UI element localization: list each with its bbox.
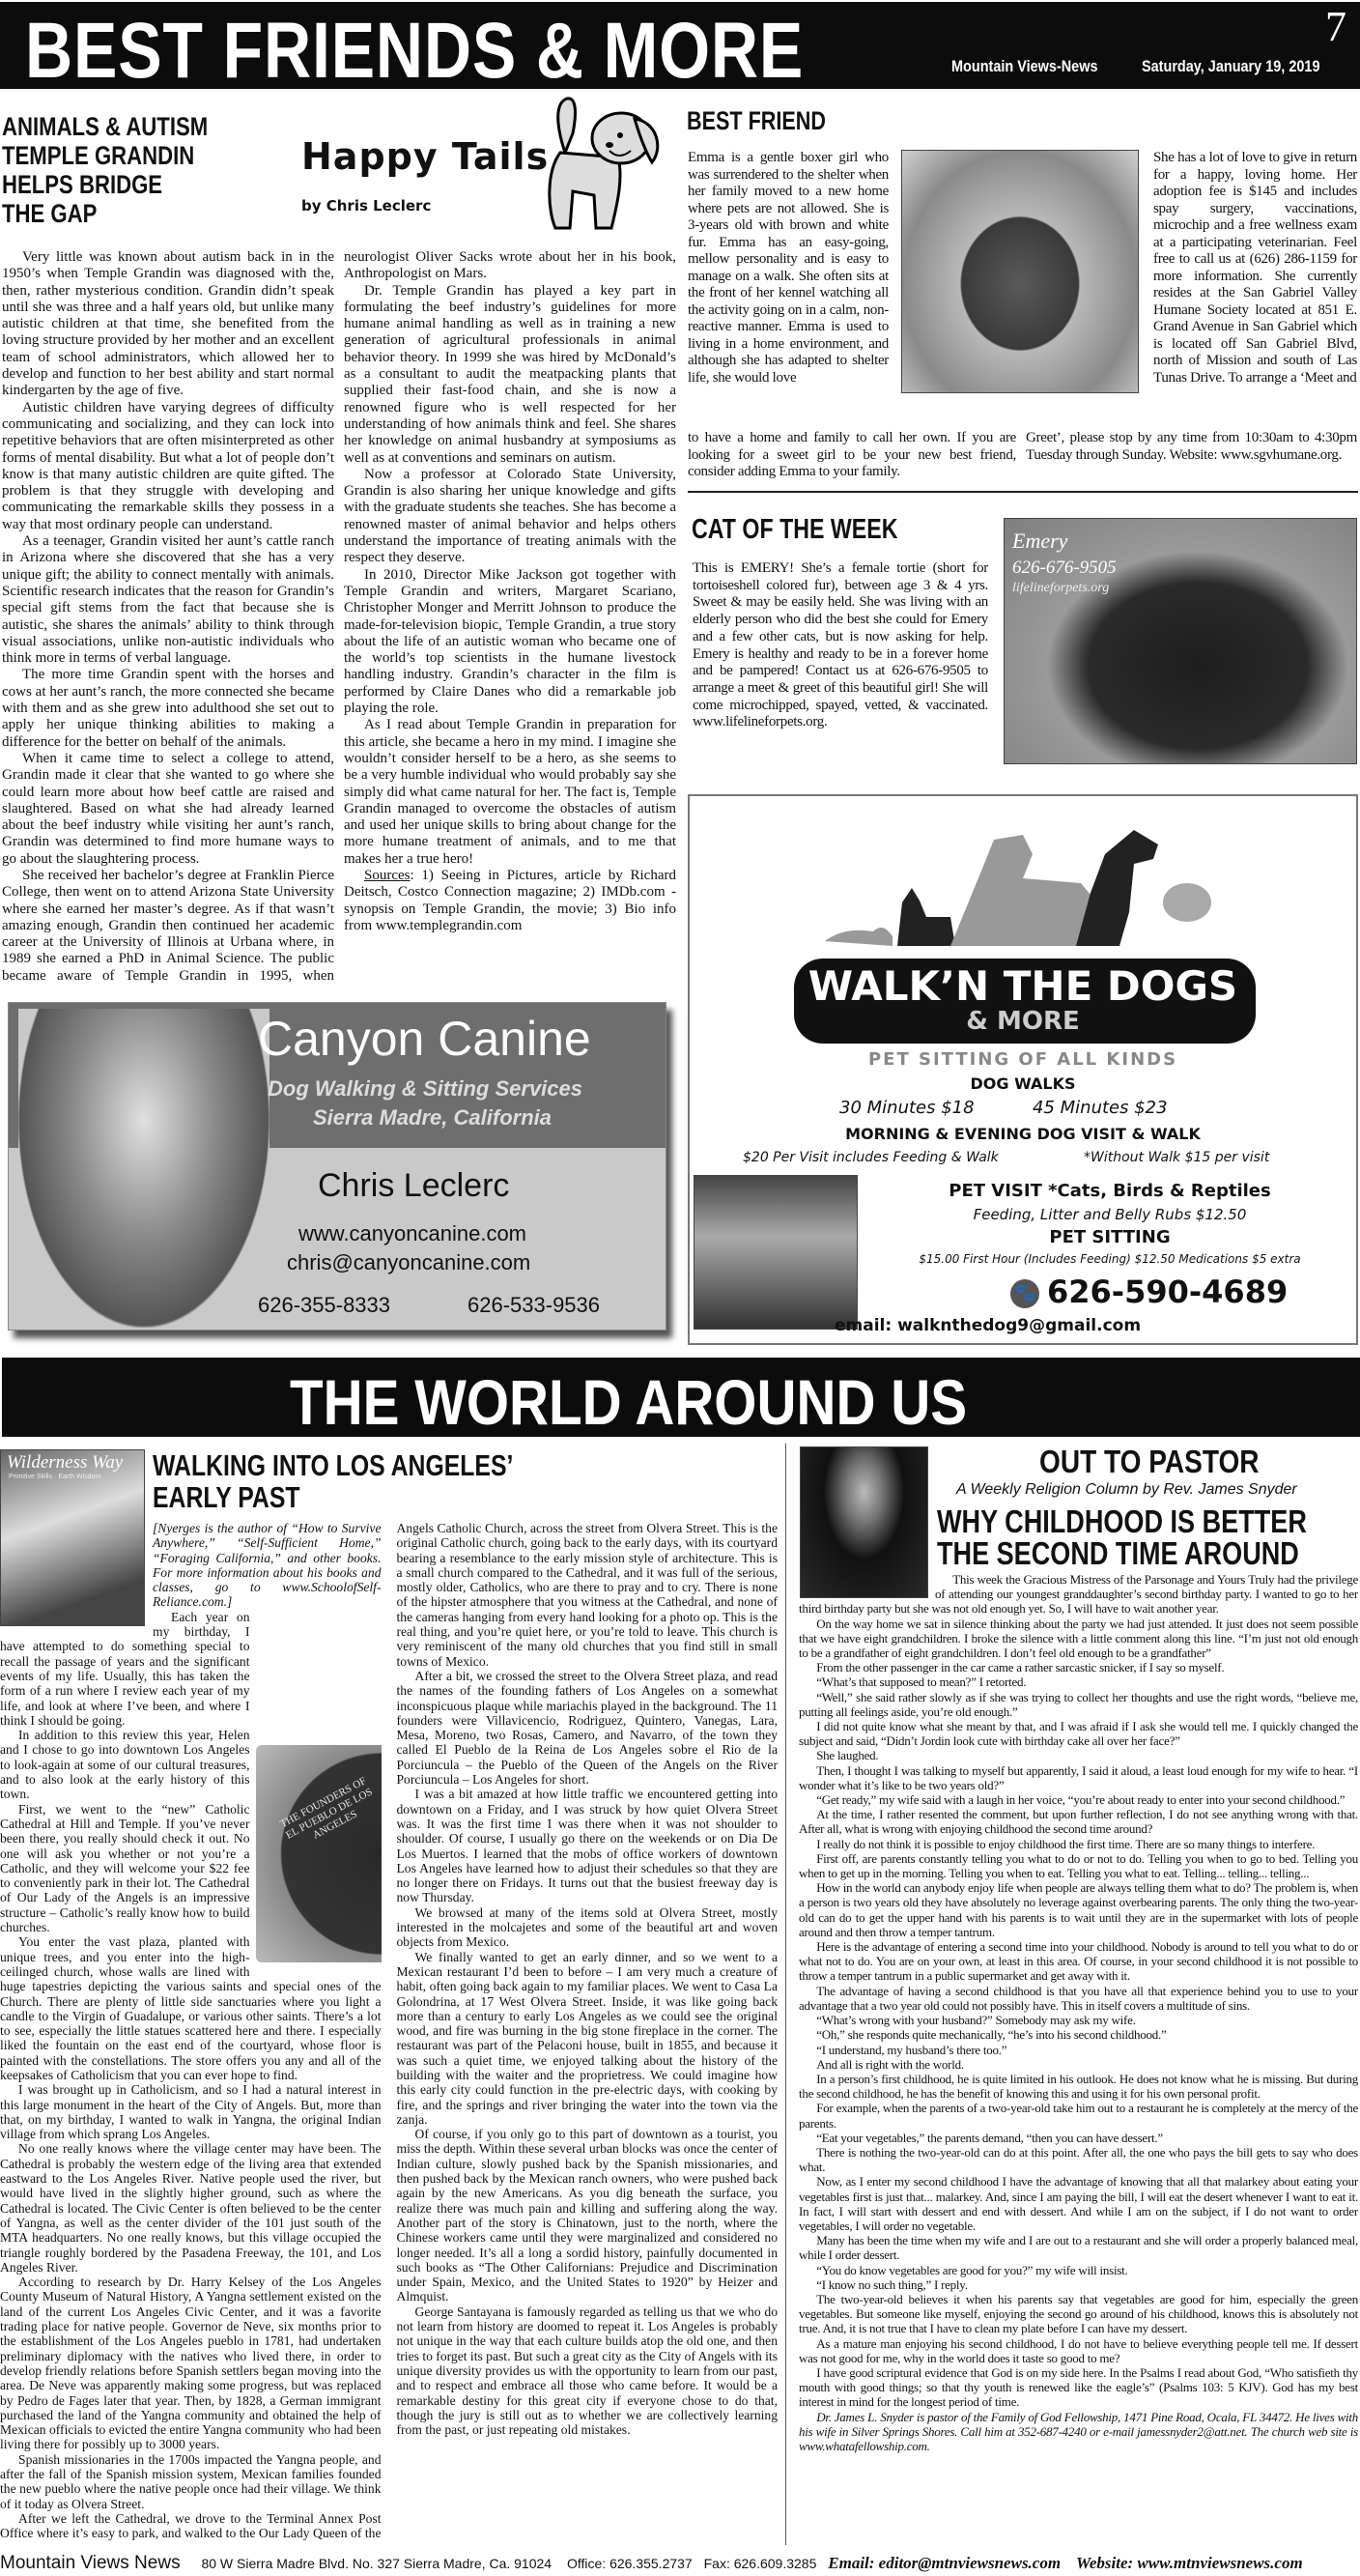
paragraph: I did not quite know what she meant by that, and I was afraid if I ask she would tell me. I quickly changed the subject and said, “Didn’t Jordin look cute with birthday cake all over her face?”: [799, 1719, 1358, 1749]
paragraph: According to research by Dr. Harry Kelsey of the Los Angeles County Museum of Natural History, A Yangna settlement existed on the land of the current Los Angeles Civic Center, and it was a favorite trading place for native people. Governor de Neve, six months prior to the establishment of the Los Angeles pueblo in 1781, had undertaken preliminary diplomacy with the natives who lived there, in order to develop friendly relations before Spanish settlers began moving into the area. De Neve was apparently making some progress, but was replaced by Pedro de Fages later that year. Then, by 1828, a German immigrant purchased the land of the Yangna community and obtained the help of Mexican officials to evicted the entire Yangna community who had been living there for possibly up to 3000 years.: [0, 2275, 382, 2452]
best-friend-text: Greet’, please stop by any time from 10:30am to 4:30pm Tuesday through Sunday. Website: www.sgvhumane.org.: [1026, 430, 1357, 463]
paragraph: We finally wanted to get an early dinner, and so we went to a Mexican restaurant I’d been to before – I am very much a creature of habit, often going back again to my familiar places. We went to Casa La Golondrina, at 17 West Olvera Street. Inside, it was like going back more than a century to early Los Angeles as we could see the original wood, and fire was burning in the big stone fireplace in the corner. The restaurant was part of the Pelaconi house, built in 1855, and because it was such a quiet time, we enjoyed talking about the history of the building with the waiter and the proprietress. We could imagine how this early city could function in the pre-electric days, with cooking by fire, and the springs and river bringing the water into the town via the zanja.: [396, 1949, 778, 2127]
logo-line2: & MORE: [966, 1007, 1080, 1036]
grandin-article-body: [2, 249, 676, 999]
paragraph: “Eat your vegetables,” the parents demand, “then you can have dessert.”: [816, 2130, 1163, 2145]
headline-line: TEMPLE GRANDIN: [2, 141, 195, 170]
best-friend-text-right: [1153, 150, 1357, 386]
paragraph: At the time, I rather resented the comment, but upon further reflection, I do not see anything wrong with that. After all, what is wrong with enjoying childhood the second time around?: [799, 1807, 1358, 1837]
paragraph: How in the world can anybody enjoy life when people are always telling them what to do? The problem is, when a person is two years old they have absolutely no leverage against overbearing parents. The only thing the two-year-old can do to get the upper hand with his parents is to wait until they are in the supermarket with lots of people around and then throw a temper tantrum.: [799, 1880, 1358, 1939]
best-friend-heading: BEST FRIEND: [687, 106, 827, 135]
cartoon-dog-icon: [526, 95, 667, 236]
column-subtitle: A Weekly Religion Column by Rev. James Snyder: [956, 1481, 1297, 1498]
paragraph: “You do know vegetables are good for you?” my wife will insist.: [816, 2262, 1128, 2277]
paragraph: I was brought up in Catholicism, and so I had a natural interest in this large monument in the heart of the City of Angels. But, more than that, on my birthday, I wanted to walk in Yangna, the original Indian village from which sprang Los Angeles.: [0, 2082, 382, 2142]
cat-of-week-heading: CAT OF THE WEEK: [692, 514, 898, 545]
paragraph: “I understand, my husband’s there too.”: [816, 2042, 1007, 2057]
footer-fax: Fax: 626.609.3285: [703, 2556, 817, 2571]
headline-line: THE SECOND TIME AROUND: [937, 1535, 1299, 1571]
business-name: Canyon Canine: [258, 1012, 591, 1066]
paragraph: The more time Grandin spent with the horses and cows at her aunt’s ranch, the more connected she became with them and as she grew into adulthood she set out to apply her unique thinking abilities to making a difference for the better on behalf of the animals.: [2, 667, 334, 750]
best-friend-text-bottom-right: [1026, 430, 1357, 464]
per-visit-price: $20 Per Visit includes Feeding & Walk: [743, 1150, 999, 1165]
column-logo-text: Happy Tails: [301, 135, 550, 178]
price-30-minutes: 30 Minutes $18: [839, 1098, 975, 1118]
paragraph: “Well,” she said rather slowly as if she was trying to collect her thoughts and use the right words, “believe me, putting all feelings aside, you’re old enough.”: [799, 1689, 1358, 1719]
paragraph: I was a bit amazed at how little traffic we encountered getting into downtown on a Friday, and I was struck by how quiet Olvera Street was. It was the first time I was there when it was not shoulder to shoulder. Of course, I usually go there on the weekends or on Dia De Los Muertos. I learned that the mobs of office workers of downtown Los Angeles have learned how to adjust their schedules so that they are no longer there on Fridays. It turns out that the busiest freeway day is now Thursday.: [396, 1787, 778, 1905]
section-title: BEST FRIENDS & MORE: [25, 7, 805, 95]
pastor-article-body: [799, 1572, 1358, 2546]
pastor-photo-spacer: [799, 1572, 935, 1601]
paragraph: Spanish missionaries in the 1700s impacted the Yangna people, and after the fall of the Spanish mission system, Mexican families founded the new pueblo where the native people once had their village. We think of it today as Olvera Street.: [0, 2451, 382, 2511]
headline-line: WALKING INTO LOS ANGELES’: [153, 1448, 514, 1482]
paragraph: From the other passenger in the car came a rather sarcastic snicker, if I say so myself.: [816, 1660, 1225, 1675]
sources-label: Sources: [364, 867, 411, 883]
cat-text: This is EMERY! She’s a female tortie (short for tortoiseshell colored fur), between age 3 & 4 yrs. Sweet & may be easily held. She was living with an elderly person who did the best she could for Emery and a few other cats, but is now asking for help. Emery is healthy and ready to be in a forever home and be pampered! Contact us at 626-676-9505 to arrange a meet & greet of this beautiful girl! She will come microchipped, spayed, vetted, & vaccinated. www.lifelineforpets.org.: [693, 560, 988, 730]
business-location: Sierra Madre, California: [313, 1105, 552, 1130]
paragraph: Dr. Temple Grandin has played a key part in formulating the beef industry’s guidelines for more humane animal handling as well as in training a new generation of agricultural professionals in animal behavior theory. In 1999 she was hired by McDonald’s as a consultant to audit the meatpacking plants that supplied their fast-food chain, and she is now a renowned figure who is well respected for her understanding of how animals think and feel. She shares her knowledge on animal husbandry at symposiums as well as at conventions and seminars on autism.: [344, 282, 676, 466]
paragraph: In a person’s first childhood, he is quite limited in his outlook. He does not know what he is missing. But during the second childhood, he has the benefit of knowing this and using it for his own personal profit.: [799, 2071, 1358, 2102]
best-friend-text: Emma is a gentle boxer girl who was surrendered to the shelter when her family moved to a new home where pets are not allowed. She is 3-years old with brown and white fur. Emma has an easy-going, mellow personality and is easy to manage on a walk. She often sits at the front of her kennel watching all the activity going on in a calm, non-reactive manner. Emma is used to living in a home environment, and although she has adapted to shelter life, she would love: [688, 150, 889, 386]
logo-line1: WALK’N THE DOGS: [808, 962, 1238, 1010]
pet-visit-price: Feeding, Litter and Belly Rubs $12.50: [973, 1206, 1247, 1223]
pet-silhouettes-icon: [815, 825, 1221, 960]
paragraph: She received her bachelor’s degree at Franklin Pierce College, then went on to attend Arizona State University where she earned her master’s degree. As if that wasn’t amazing enough, Grandin then continued her academic career at the University of Illinois at Urbana where, in 1989 she earned a PhD in Animal Science. The public became aware of Temple Grandin in 1995, when neurologist Oliver Sacks wrote about her in his book, Anthropologist on Mars.: [2, 249, 676, 984]
contact-website[interactable]: www.canyoncanine.com: [298, 1221, 527, 1245]
paragraph: She laughed.: [816, 1748, 879, 1763]
footer: [0, 2551, 1360, 2575]
byline: by Chris Leclerc: [301, 197, 432, 215]
paragraph: Very little was known about autism back in in the 1950’s when Temple Grandin was diagnosed with the, then, rather mysterious condition. Grandin didn’t speak until she was three and a half years old, but unlike many autistic children at that time, she benefited from the loving structure provided by her mother and an excellent team of school administrators, which allowed her to develop and function to her best ability and start normal kindergarten by the age of five.: [2, 249, 334, 399]
paragraph: Then, I thought I was talking to myself but apparently, I said it aloud, a least loud enough for my wife to hear. “I wonder what it’s like to be two years old?”: [799, 1762, 1358, 1792]
pet-sitting-heading: PET SITTING: [1049, 1227, 1171, 1247]
world-around-us-bar: [2, 1358, 1360, 1437]
author-note: [Nyerges is the author of “How to Survive Anywhere,” “Self-Sufficient Home,” “Foraging California,” and other books. For more information about his books and classes, go to www.SchoolofSelf-Reliance.com.]: [153, 1521, 382, 1610]
pet-sitting-price: $15.00 First Hour (Includes Feeding) $12.50 Medications $5 extra: [919, 1252, 1301, 1266]
la-article-body: [0, 1521, 778, 2547]
canyon-canine-ad: [8, 1002, 666, 1331]
contact-phone-2[interactable]: 626-533-9536: [468, 1293, 601, 1317]
headline-line: HELPS BRIDGE: [2, 170, 163, 199]
paragraph: As a mature man enjoying his second childhood, I do not have to believe everything people tell me. If dessert was not good for me, why in the world does it taste so good to me?: [799, 2335, 1358, 2365]
contact-phone-1[interactable]: 626-355-8333: [258, 1293, 391, 1317]
paragraph: First off, are parents constantly telling you what to do or not to do. Telling you when to go to bed. Telling you when to get up in the morning. Telling you when to eat. Telling you what to eat. Telling... telling... telling...: [799, 1850, 1358, 1881]
contact-name: Chris Leclerc: [318, 1167, 510, 1204]
paw-icon: 🐾: [1010, 1279, 1039, 1308]
emery-cat-photo: [1004, 518, 1357, 764]
paragraph: When it came time to select a college to attend, Grandin made it clear that she wanted to go where she could learn more about how beef cattle are raised and slaughtered. Based on what she had already learned about the beef industry while visiting her aunt’s ranch, Grandin was determined to find more humane ways to go about the slaughtering process.: [2, 750, 334, 867]
photo-caption-phone: 626-676-9505: [1012, 558, 1117, 578]
sources-text: : 1) Seeing in Pictures, article by Richard Deitsch, Costco Connection magazine; 2) IMDb.com - synopsis on Temple Grandin, the movie; 3) Bio info from www.templegrandin.com: [344, 867, 676, 933]
page-number: 7: [1325, 3, 1346, 50]
headline-line: WHY CHILDHOOD IS BETTER: [937, 1503, 1307, 1539]
issue-date: Saturday, January 19, 2019: [1142, 57, 1320, 75]
price-45-minutes: 45 Minutes $23: [1033, 1098, 1168, 1118]
photo-subtitle: Primitive Skills · Earth Wisdom: [9, 1474, 101, 1480]
morning-evening-heading: MORNING & EVENING DOG VISIT & WALK: [845, 1125, 1201, 1143]
headline-line: EARLY PAST: [153, 1480, 300, 1514]
column-title: OUT TO PASTOR: [1039, 1444, 1260, 1479]
paragraph: The two-year-old believes it when his parents say that vegetables are good for him, especially the green vegetables. But someone like myself, enjoying the second go around of his childhood, knows this is absolutely not true. And, it is not true that I have to clean my plate before I can have my dessert.: [799, 2291, 1358, 2336]
ad-phone[interactable]: 626-590-4689: [1047, 1274, 1289, 1310]
paragraph: We browsed at many of the items sold at Olvera Street, mostly interested in the molcajetes and some of the beautiful art and woven objects from Mexico.: [396, 1904, 778, 1950]
section-title: THE WORLD AROUND US: [290, 1366, 968, 1438]
paragraph: After a bit, we crossed the street to the Olvera Street plaza, and read the names of the founding fathers of Los Angeles on a somewhat inconspicuous plaque while mariachis played in the background. The 11 founders were Villavicencio, Rodriguez, Quintero, Vanegas, Lara, Mesa, Moreno, two Rosas, Camero, and Navarro, of the town they called El Pueblo de la Reina de Los Angeles sobre el Rio de la Porciuncula – the Pueblo of the Queen of the Angels on the River Porciuncula – Los Angeles for short.: [396, 1668, 778, 1788]
grandin-headline: [2, 112, 253, 228]
best-friend-text-bottom-left: [688, 430, 1016, 481]
paragraph: Now a professor at Colorado State University, Grandin is also sharing her unique knowledge and gifts with the graduate students she teaches. She has become a renowned master of animal behavior and helps others understand the importance of treating animals with the respect they deserve.: [344, 466, 676, 566]
best-friend-text-left: [688, 150, 889, 386]
la-headline: [153, 1449, 513, 1513]
masthead-bar: [0, 2, 1360, 95]
paragraph: Autistic children have varying degrees of difficulty communicating and socializing, and they can lock into repetitive behaviors that are often misinterpreted as other forms of mental disability. But what a lot of people don’t know is that many autistic children are quite gifted. The problem is that they struggle with developing and communicating the remarkable skills they possess in a way that most ordinary people can understand.: [2, 399, 334, 532]
dog-walks-heading: DOG WALKS: [970, 1074, 1076, 1093]
business-services: Dog Walking & Sitting Services: [268, 1076, 582, 1101]
paragraph: First, we went to the “new” Catholic Cathedral at Hill and Temple. If you’ve never been there, you really should check it out. No one will ask you whether or not you’re a Catholic, and they will welcome your $22 fee to conveniently park in their lot. The Cathedral of Our Lady of the Angels is an impressive structure – Catholic’s really know how to build churches.: [0, 1801, 250, 1935]
photo-caption-site: lifelineforpets.org: [1012, 581, 1110, 595]
paragraph: In 2010, Director Mike Jackson got together with Temple Grandin and writers, Margaret Scariano, Christopher Monger and Merritt Johnson to produce the made-for-television biopic, Temple Grandin, a true story about the life of an autistic woman who became one of the world’s top scientists in the humane livestock handling industry. Grandin’s character in the film is performed by Claire Danes who did a remarkable job playing the role.: [344, 566, 676, 717]
paragraph: The advantage of having a second childhood is that you have all that experience behind you to use to your advantage that a two year old could not possibly have. This in itself covers a multitude of sins.: [799, 1983, 1358, 2013]
best-friend-text: to have a home and family to call her own. If you are looking for a sweet girl to be your new best friend, consider adding Emma to your family.: [688, 430, 1016, 479]
paragraph: In addition to this review this year, Helen and I chose to go into downtown Los Angeles to look-again at some of our cultural treasures, and to also look at the early history of this town.: [0, 1728, 250, 1802]
paragraph: “I know no such thing,” I reply.: [816, 2276, 968, 2292]
paragraph: As a teenager, Grandin visited her aunt’s cattle ranch in Arizona where she discovered that she has a very unique gift; the ability to connect mentally with animals. Scientific research indicates that the reason for Grandin’s special gift stems from the fact that because she is autistic, she shares the animals’ ability to think through visual associations, unlike non-autistic individuals who think more in terms of verbal language.: [2, 533, 334, 667]
footer-office: Office: 626.355.2737: [566, 2556, 693, 2571]
photo-caption-name: Emery: [1012, 529, 1068, 553]
happy-tails-logo: [301, 135, 549, 215]
paragraph: “What’s that supposed to mean?” I retorted.: [816, 1674, 1027, 1690]
paragraph: Many has been the time when my wife and I are out to a restaurant and she will order a properly balanced meal, while I order dessert.: [799, 2233, 1358, 2263]
tagline: PET SITTING OF ALL KINDS: [867, 1049, 1178, 1070]
section-divider: [688, 491, 1358, 493]
paragraph: After we left the Cathedral, we drove to the Terminal Annex Post Office where it’s easy to park, and walked to the Our Lady Queen of the Angels Catholic Church, across the street from Olvera Street. This is the original Catholic church, going back to the early days, with its courtyard bearing a resemblance to the early mission style of architecture. This is a small church compared to the Cathedral, and it was full of the serious, mostly older, Catholics, who are there to pray and to cry. There is none of the hipster atmosphere that you witness at the Cathedral, and none of the cameras hanging from every hand looking for a photo op. This is the real thing, and you’re quiet here, or you’re told to leave. This church is very reminiscent of the many old churches that you find still in small towns of Mexico.: [0, 1521, 778, 2541]
paragraph: I really do not think it is possible to enjoy childhood the first time. There are so many things to interfere.: [816, 1836, 1316, 1851]
pastor-headline: [937, 1505, 1307, 1569]
headline-line: THE GAP: [2, 199, 98, 228]
paragraph: Of course, if you only go to this part of downtown as a tourist, you miss the depth. Within these several urban blocks was once the center of Indian culture, slowly pushed back by the Spanish missionaries, and then pushed back by the Mexican ranch owners, who were pushed back again by the new Americans. As you dig beneath the surface, you realize there was much pain and killing and suffering along the way. Another part of the story is Chinatown, just to the north, where the Chinese workers came until they were marginalized and considered no longer needed. It’s all a long a sordid history, painfully documented in such books as “The Other Californians: Prejudice and Discrimination under Spain, Mexico, and the United States to 1920” by Heizer and Almquist.: [396, 2127, 778, 2304]
paragraph: “Oh,” she responds quite mechanically, “he’s into his second childhood.”: [816, 2027, 1167, 2043]
footer-website[interactable]: Website: www.mtnviewsnews.com: [1075, 2554, 1303, 2572]
paragraph: As I read about Temple Grandin in preparation for this article, she became a hero in my mind. I imagine she wouldn’t consider herself to be a hero, as she seems to be a very humble individual who would probably say she simply did what came natural for her. The fact is, Temple Grandin managed to overcome the obstacles of autism and used her unique skills to bring about change for the more humane treatment of animals, and to me that makes her a true hero!: [344, 717, 676, 867]
paragraph: “Get ready,” my wife said with a laugh in her voice, “you’re about ready to enter into your second childhood.”: [816, 1792, 1346, 1808]
paragraph: I have good scriptural evidence that God is on my side here. In the Psalms I read about God, “Who satisfieth thy mouth with good things; so that thy youth is renewed like the eagle’s” (Psalms 103: 5 KJV). God has my best interest in mind for the longest period of time.: [799, 2364, 1358, 2410]
paragraph: Here is the advantage of entering a second time into your childhood. Nobody is around to tell you what to do or what not to do. You are on your own, at least in this area. Of course, in your second childhood it is not possible to throw a temper tantrum in a public supermarket and get away with it.: [799, 1939, 1358, 1984]
paper-name: Mountain Views-News: [951, 57, 1098, 75]
author-bio: Dr. James L. Snyder is pastor of the Family of God Fellowship, 1471 Pine Road, Ocala, FL 34472. He lives with his wife in Silver Springs Shores. Call him at 352-687-4240 or e-mail jamessnyder2@att.net. The church web site is www.whatafellowship.com.: [799, 2409, 1358, 2453]
paragraph: And all is right with the world.: [816, 2056, 964, 2072]
wilderness-photo-spacer: [0, 1521, 153, 1629]
photo-title: Wilderness Way: [7, 1452, 124, 1473]
paragraph: No one really knows where the village center may have been. The Cathedral is probably the western edge of the living area that extended eastward to the Los Angeles River. Native people used the river, but would have lived in the slightly higher ground, such as where the Cathedral is located. The Civic Center is often believed to be the center of Yangna, as well as the center divider of the 101 just south of the MTA headquarters. No one really knows, but this village occupied the triangle roughly bordered by the Pasadena Freeway, the 101, and Los Angeles River.: [0, 2141, 382, 2275]
sources-paragraph: [344, 868, 676, 934]
contact-email[interactable]: chris@canyoncanine.com: [287, 1250, 531, 1274]
footer-paper-name: Mountain Views News: [0, 2553, 181, 2573]
paragraph: “What’s wrong with your husband?” Somebody may ask my wife.: [816, 2013, 1136, 2028]
paragraph: On the way home we sat in silence thinking about the party we had just attended. It just does not seem possible that we have eight grandchildren. I broke the silence with a little comment along this line. “I’m just not old enough to be a grandfather of eight grandchildren. I don’t feel old enough to be a grandfather”: [799, 1616, 1358, 1661]
footer-address: 80 W Sierra Madre Blvd. No. 327 Sierra Madre, Ca. 91024: [201, 2556, 552, 2571]
paragraph: George Santayana is famously regarded as telling us that we who do not learn from history are doomed to repeat it. Los Angeles is probably not unique in the way that each culture builds atop the old one, and then tries to forget its past. But such a great city as the City of Angels with its unique diversity provides us with the opportunity to learn from our past, and to respect and embrace all those who came before. It would be a remarkable destiny for this great city if everyone chose to do that, though the jury is still out as to whether we are collectively learning from the past, or just repeating old mistakes.: [396, 2304, 778, 2438]
dog-at-window-photo: [694, 1175, 858, 1330]
cat-of-week-text: [693, 560, 988, 731]
paragraph: This week the Gracious Mistress of the Parsonage and Yours Truly had the privilege of attending our youngest granddaughter’s second birthday party. I wanted to go to her third birthday party but she was not old enough yet. So, I will have to wait another year.: [799, 1572, 1358, 1617]
footer-email[interactable]: Email: editor@mtnviewsnews.com: [828, 2554, 1062, 2572]
paragraph: Each year on my birthday, I have attempted to do something special to recall the passage of years and the significant events of my life. Usually, this has taken the form of a run where I review each year of my life, and look at where I’ve been, and where I think I should be going.: [0, 1609, 250, 1728]
paragraph: Now, as I enter my second childhood I have the advantage of knowing that all that malarkey about eating your vegetables first is just that... malarkey. And, since I am paying the bill, I will eat the desert whenever I want to eat it. In fact, I will start with dessert and end with dessert. And while I am on the subject, if I do not want to order vegetables, I will order no vegetable.: [799, 2174, 1358, 2233]
pet-visit-heading: PET VISIT *Cats, Birds & Reptiles: [949, 1181, 1271, 1201]
without-walk-price: *Without Walk $15 per visit: [1084, 1150, 1270, 1165]
plaque-title: THE FOUNDERS OF EL PUEBLO DE LOS ANGELES: [277, 1774, 375, 1842]
paragraph: You enter the vast plaza, planted with unique trees, and you enter into the high-ceilinged church, whose walls are lined with huge tapestries depicting the various saints and special ones of the Church. There are plenty of little side sanctuaries where you light a candle to the Virgin of Guadalupe, or various other saints. There’s a lot to see, especially the little statues scattered here and there. I especially liked the fountain on the east end of the courtyard, whose floor is painted with the constellations. The store offers you any and all of the keepsakes of Catholicism that you can ever hope to find.: [0, 1934, 382, 2082]
paragraph: For example, when the parents of a two-year-old take him out to a restaurant he is completely at the mercy of the parents.: [799, 2101, 1358, 2131]
headline-line: ANIMALS & AUTISM: [2, 112, 209, 141]
ad-email[interactable]: email: walknthedog9@gmail.com: [835, 1316, 1142, 1335]
column-rule: [785, 1444, 786, 2545]
walkn-the-dogs-ad: [688, 794, 1358, 1345]
emma-dog-photo: [901, 150, 1139, 393]
best-friend-text: She has a lot of love to give in return for a happy, loving home. Her adoption fee is $145 and includes spay surgery, vaccinations, microchip and a free wellness exam at a participating veterinarian. Feel free to call us at (626) 286-1159 for more information. She currently resides at the San Gabriel Valley Humane Society located at 851 E. Grand Avenue in San Gabriel which is located off San Gabriel Blvd, north of Mission and south of Las Tunas Drive. To arrange a ‘Meet and: [1153, 150, 1357, 386]
basset-hound-photo: [18, 1009, 269, 1328]
paragraph: There is nothing the two-year-old can do at this point. After all, the one who pays the bill gets to say who does what.: [799, 2144, 1358, 2175]
founders-plaque-photo: [256, 1745, 382, 1962]
